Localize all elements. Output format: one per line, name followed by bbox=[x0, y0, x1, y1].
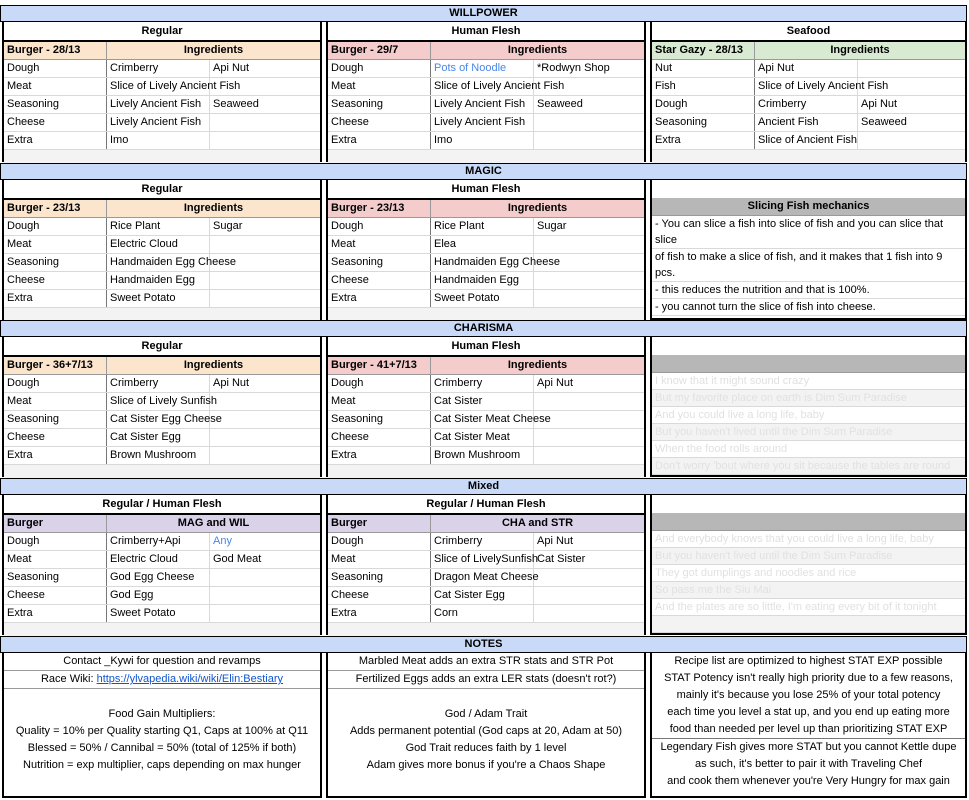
recipe-name: Burger bbox=[328, 515, 431, 532]
panel-title: Regular bbox=[4, 337, 320, 357]
lyric-line: I know that it might sound crazy bbox=[652, 373, 965, 390]
strategy-paragraph-2 bbox=[652, 739, 965, 790]
panel-title: Human Flesh bbox=[328, 180, 644, 200]
recipe-header bbox=[4, 515, 320, 533]
cell: Seasoning bbox=[328, 254, 431, 271]
panel-title-spacer bbox=[652, 337, 965, 355]
table-row bbox=[4, 605, 320, 623]
cell: Api Nut bbox=[537, 377, 574, 389]
cell: Nut bbox=[652, 60, 755, 77]
cell: Electric Cloud bbox=[107, 236, 210, 253]
table-row bbox=[652, 114, 965, 132]
recipe-header bbox=[328, 515, 644, 533]
table-row bbox=[328, 236, 644, 254]
panel-title: Regular bbox=[4, 180, 320, 200]
table-row bbox=[328, 132, 644, 150]
cell bbox=[210, 587, 320, 604]
section-charisma: CHARISMA bbox=[0, 320, 967, 337]
panel-title: Regular / Human Flesh bbox=[328, 495, 644, 515]
cell: Brown Mushroom bbox=[107, 447, 210, 464]
cell bbox=[210, 78, 320, 95]
cell: Slice of Lively Ancient Fish bbox=[431, 78, 534, 95]
cell: Slice of Lively Ancient Fish bbox=[107, 78, 210, 95]
table-row bbox=[328, 60, 644, 78]
cell: Cat Sister Egg bbox=[107, 429, 210, 446]
strategy-line: mainly it's because you lose 25% of your total potency bbox=[676, 689, 941, 701]
cell bbox=[534, 254, 644, 271]
cell: Cat Sister Meat bbox=[431, 429, 534, 446]
cell: Rice Plant bbox=[107, 218, 210, 235]
ingredients-label: Ingredients bbox=[183, 202, 244, 214]
lyric-line: But my favorite place on earth is Dim Sum Paradise bbox=[652, 390, 965, 407]
cell: Meat bbox=[4, 393, 107, 410]
panel-title: Human Flesh bbox=[328, 337, 644, 357]
multiplier-line: Quality = 10% per Quality starting Q1, Caps at 100% at Q11 bbox=[15, 725, 309, 737]
lyric-line: They got dumplings and noodles and rice bbox=[652, 565, 965, 582]
cell: Dough bbox=[328, 60, 431, 77]
cell: Cat Sister Egg Cheese bbox=[107, 411, 210, 428]
willpower-seafood-panel bbox=[650, 22, 967, 162]
cell bbox=[858, 78, 965, 95]
cell bbox=[210, 447, 320, 464]
lyric-line: When the food rolls around bbox=[652, 441, 965, 458]
table-row bbox=[328, 218, 644, 236]
section-mixed: Mixed bbox=[0, 478, 967, 495]
magic-regular-panel bbox=[2, 180, 322, 320]
table-row bbox=[328, 254, 644, 272]
cell: Meat bbox=[328, 393, 431, 410]
strategy-paragraph-1 bbox=[652, 653, 965, 739]
cell bbox=[210, 290, 320, 307]
ingredients-label: Ingredients bbox=[507, 359, 568, 371]
table-row bbox=[652, 78, 965, 96]
table-row bbox=[652, 96, 965, 114]
charisma-lyrics-panel bbox=[650, 337, 967, 477]
cell bbox=[534, 132, 644, 149]
cell: Meat bbox=[328, 78, 431, 95]
cell: Dough bbox=[4, 218, 107, 235]
cell: Slice of Lively Ancient Fish bbox=[755, 78, 858, 95]
strategy-line: Legendary Fish gives more STAT but you cannot Kettle dupe bbox=[660, 741, 957, 753]
cell: Meat bbox=[4, 551, 107, 568]
cell bbox=[534, 114, 644, 131]
cell bbox=[534, 605, 644, 622]
table-row bbox=[328, 447, 644, 465]
table-row bbox=[4, 254, 320, 272]
table-row bbox=[328, 551, 644, 569]
table-row bbox=[4, 551, 320, 569]
table-row bbox=[328, 78, 644, 96]
cell bbox=[210, 254, 320, 271]
cell: Crimberry bbox=[107, 375, 210, 392]
cell: Dough bbox=[652, 96, 755, 113]
ingredients-label: Ingredients bbox=[183, 44, 244, 56]
trait-line: Adam gives more bonus if you're a Chaos Shape bbox=[366, 759, 606, 771]
table-row bbox=[4, 60, 320, 78]
cell: Cheese bbox=[4, 114, 107, 131]
cell: Api Nut bbox=[213, 377, 250, 389]
multipliers-title: Food Gain Multipliers: bbox=[108, 708, 216, 720]
cell: Crimberry bbox=[431, 375, 534, 392]
ingredients-label: Ingredients bbox=[507, 202, 568, 214]
cell: God Meat bbox=[213, 553, 262, 565]
table-row bbox=[4, 447, 320, 465]
ingredients-label: MAG and WIL bbox=[177, 517, 250, 529]
cell: Lively Ancient Fish bbox=[431, 114, 534, 131]
cell: God Egg bbox=[107, 587, 210, 604]
cell: Sweet Potato bbox=[431, 290, 534, 307]
cell: Cat Sister Egg bbox=[431, 587, 534, 604]
recipe-name: Burger - 23/13 bbox=[328, 200, 431, 217]
cell: Meat bbox=[4, 78, 107, 95]
cell: Any bbox=[213, 535, 232, 547]
slicing-fish-mechanics-panel bbox=[650, 180, 967, 320]
willpower-human-panel bbox=[326, 22, 646, 162]
cell: Extra bbox=[328, 132, 431, 149]
recipe-name: Burger bbox=[4, 515, 107, 532]
cell bbox=[534, 78, 644, 95]
fertilized-eggs-note: Fertilized Eggs adds an extra LER stats (doesn't rot?) bbox=[328, 671, 644, 689]
cell: Elea bbox=[431, 236, 534, 253]
table-row bbox=[328, 114, 644, 132]
cell: Cheese bbox=[328, 587, 431, 604]
cell: Api Nut bbox=[537, 535, 574, 547]
cell: Slice of Lively Sunfish bbox=[107, 393, 210, 410]
cell: Cheese bbox=[328, 429, 431, 446]
cell: Seasoning bbox=[4, 411, 107, 428]
cell: Sweet Potato bbox=[107, 605, 210, 622]
cell: Dough bbox=[328, 533, 431, 550]
cell: *Rodwyn Shop bbox=[537, 62, 610, 74]
cell: Api Nut bbox=[213, 62, 250, 74]
recipe-header bbox=[328, 42, 644, 60]
cell: Handmaiden Egg Cheese bbox=[107, 254, 210, 271]
table-row bbox=[328, 429, 644, 447]
cell: Seasoning bbox=[4, 96, 107, 113]
cell bbox=[534, 236, 644, 253]
cell: Dough bbox=[4, 60, 107, 77]
lyric-line: And the plates are so little, I'm eating every bit of it tonight bbox=[652, 599, 965, 616]
mechanics-line: of fish to make a slice of fish, and it makes that 1 fish into 9 pcs. bbox=[652, 249, 965, 282]
table-row bbox=[4, 78, 320, 96]
ingredients-label: Ingredients bbox=[183, 359, 244, 371]
cell: Extra bbox=[4, 447, 107, 464]
cell bbox=[210, 429, 320, 446]
table-row bbox=[4, 272, 320, 290]
trait-line: God Trait reduces faith by 1 level bbox=[405, 742, 567, 754]
cell: Crimberry bbox=[755, 96, 858, 113]
cell: Extra bbox=[328, 605, 431, 622]
table-row bbox=[328, 393, 644, 411]
mechanics-line: - You can slice a fish into slice of fish and you can slice that slice bbox=[652, 216, 965, 249]
cell bbox=[210, 605, 320, 622]
notes-contact-panel bbox=[2, 653, 322, 798]
cell: Cheese bbox=[4, 587, 107, 604]
cell bbox=[534, 411, 644, 428]
cell: Lively Ancient Fish bbox=[431, 96, 534, 113]
table-row bbox=[4, 290, 320, 308]
cell: Sugar bbox=[213, 220, 243, 232]
cell: Slice of LivelySunfish bbox=[431, 551, 534, 568]
cell: Extra bbox=[328, 447, 431, 464]
lyrics-header bbox=[652, 513, 965, 531]
cell: Seaweed bbox=[861, 116, 907, 128]
cell: Brown Mushroom bbox=[431, 447, 534, 464]
cell: Extra bbox=[328, 290, 431, 307]
race-wiki-link[interactable]: https://ylvapedia.wiki/wiki/Elin:Bestiary bbox=[96, 673, 284, 685]
table-row bbox=[4, 114, 320, 132]
mixed-left-panel bbox=[2, 495, 322, 635]
table-row bbox=[328, 290, 644, 308]
cell: Crimberry bbox=[107, 60, 210, 77]
cell bbox=[534, 290, 644, 307]
cell: Api Nut bbox=[755, 60, 858, 77]
panel-title-spacer bbox=[652, 495, 965, 513]
cell bbox=[210, 132, 320, 149]
strategy-line: STAT Potency isn't really high priority due to a few reasons, bbox=[664, 672, 953, 684]
recipe-name: Burger - 36+7/13 bbox=[4, 357, 107, 374]
recipe-name: Burger - 29/7 bbox=[328, 42, 431, 59]
cell: Pots of Noodle bbox=[431, 60, 534, 77]
cell: Handmaiden Egg Cheese bbox=[431, 254, 534, 271]
cell: Cat Sister bbox=[431, 393, 534, 410]
mechanics-line: - you cannot turn the slice of fish into cheese. bbox=[652, 299, 965, 316]
table-row bbox=[328, 375, 644, 393]
table-row bbox=[652, 132, 965, 150]
lyric-line: Don't worry 'bout where you sit because the tables are round bbox=[652, 458, 965, 475]
cell: Dough bbox=[4, 533, 107, 550]
willpower-regular-panel bbox=[2, 22, 322, 162]
table-row bbox=[4, 132, 320, 150]
cell bbox=[210, 569, 320, 586]
cell: Fish bbox=[652, 78, 755, 95]
table-row bbox=[328, 411, 644, 429]
cell bbox=[858, 60, 965, 77]
cell: Handmaiden Egg bbox=[107, 272, 210, 289]
section-notes: NOTES bbox=[0, 636, 967, 653]
lyric-line: And everybody knows that you could live a long life, baby bbox=[652, 531, 965, 548]
cell: Cat Sister Meat Cheese bbox=[431, 411, 534, 428]
notes-strategy-panel bbox=[650, 653, 967, 798]
table-row bbox=[328, 272, 644, 290]
lyric-line: But you haven't lived until the Dim Sum Paradise bbox=[652, 424, 965, 441]
table-row bbox=[328, 533, 644, 551]
recipe-name: Star Gazy - 28/13 bbox=[652, 42, 755, 59]
panel-title: Regular / Human Flesh bbox=[4, 495, 320, 515]
cell bbox=[210, 393, 320, 410]
cell: Rice Plant bbox=[431, 218, 534, 235]
contact-note: Contact _Kywi for question and revamps bbox=[4, 653, 320, 671]
table-row bbox=[4, 411, 320, 429]
cell: Handmaiden Egg bbox=[431, 272, 534, 289]
mixed-lyrics-panel bbox=[650, 495, 967, 635]
panel-title: Seafood bbox=[652, 22, 965, 42]
cell: God Egg Cheese bbox=[107, 569, 210, 586]
cell: Extra bbox=[4, 290, 107, 307]
table-row bbox=[328, 587, 644, 605]
cell: Cat Sister bbox=[537, 553, 586, 565]
table-row bbox=[328, 605, 644, 623]
table-row bbox=[4, 587, 320, 605]
table-row bbox=[4, 375, 320, 393]
cell: Seasoning bbox=[328, 96, 431, 113]
cell bbox=[210, 114, 320, 131]
table-row bbox=[4, 569, 320, 587]
cell: Imo bbox=[431, 132, 534, 149]
table-row bbox=[328, 96, 644, 114]
cell: Seaweed bbox=[537, 98, 583, 110]
cell: Cheese bbox=[328, 114, 431, 131]
cell: Meat bbox=[4, 236, 107, 253]
cell bbox=[210, 272, 320, 289]
recipe-header bbox=[4, 200, 320, 218]
cell: Extra bbox=[652, 132, 755, 149]
table-row bbox=[4, 236, 320, 254]
mixed-right-panel bbox=[326, 495, 646, 635]
cell: Seasoning bbox=[4, 254, 107, 271]
cell: Seasoning bbox=[328, 569, 431, 586]
cell bbox=[534, 272, 644, 289]
cell: Api Nut bbox=[861, 98, 898, 110]
race-wiki-label: Race Wiki: bbox=[40, 673, 94, 685]
cell: Imo bbox=[107, 132, 210, 149]
cell: Meat bbox=[328, 551, 431, 568]
cell bbox=[534, 429, 644, 446]
table-row bbox=[4, 533, 320, 551]
cell: Seaweed bbox=[213, 98, 259, 110]
section-willpower: WILLPOWER bbox=[0, 5, 967, 22]
lyric-line: So pass me the Siu Mai bbox=[652, 582, 965, 599]
cell: Dough bbox=[328, 375, 431, 392]
strategy-line: as such, it's better to pair it with Traveling Chef bbox=[694, 758, 923, 770]
recipe-header bbox=[652, 42, 965, 60]
strategy-line: and cook them whenever you're Very Hungry for max gain bbox=[667, 775, 950, 787]
cell: Dough bbox=[4, 375, 107, 392]
cell: Ancient Fish bbox=[755, 114, 858, 131]
ingredients-label: Ingredients bbox=[507, 44, 568, 56]
strategy-line: food than needed per level up than prioritizing STAT EXP bbox=[669, 723, 948, 735]
blank-line bbox=[328, 689, 644, 706]
lyrics-header bbox=[652, 355, 965, 373]
cell: Extra bbox=[4, 605, 107, 622]
table-row bbox=[4, 429, 320, 447]
panel-title: Regular bbox=[4, 22, 320, 42]
cell: Dough bbox=[328, 218, 431, 235]
trait-title: God / Adam Trait bbox=[444, 708, 528, 720]
mechanics-header bbox=[652, 198, 965, 216]
cell: Sweet Potato bbox=[107, 290, 210, 307]
ingredients-label: CHA and STR bbox=[501, 517, 574, 529]
panel-title-spacer bbox=[652, 180, 965, 198]
cell: Extra bbox=[4, 132, 107, 149]
section-magic: MAGIC bbox=[0, 163, 967, 180]
charisma-human-panel bbox=[326, 337, 646, 477]
lyric-line: But you haven't lived until the Dim Sum Paradise bbox=[652, 548, 965, 565]
recipe-header bbox=[4, 42, 320, 60]
recipe-name: Burger - 28/13 bbox=[4, 42, 107, 59]
magic-human-panel bbox=[326, 180, 646, 320]
recipe-header bbox=[4, 357, 320, 375]
cell: Cheese bbox=[4, 429, 107, 446]
cell: Lively Ancient Fish bbox=[107, 114, 210, 131]
cell bbox=[534, 587, 644, 604]
charisma-regular-panel bbox=[2, 337, 322, 477]
lyric-empty bbox=[652, 616, 965, 633]
cell: Meat bbox=[328, 236, 431, 253]
mechanics-line: - this reduces the nutrition and that is 100%. bbox=[652, 282, 965, 299]
cell bbox=[534, 447, 644, 464]
blank-line bbox=[4, 689, 320, 706]
cell bbox=[210, 236, 320, 253]
lyric-line: And you could live a long life, baby bbox=[652, 407, 965, 424]
trait-line: Adds permanent potential (God caps at 20, Adam at 50) bbox=[349, 725, 623, 737]
mechanics-title: Slicing Fish mechanics bbox=[747, 200, 870, 212]
race-wiki-row bbox=[4, 671, 320, 689]
cell bbox=[858, 132, 965, 149]
cell: Lively Ancient Fish bbox=[107, 96, 210, 113]
table-row bbox=[328, 569, 644, 587]
multiplier-line: Blessed = 50% / Cannibal = 50% (total of 125% if both) bbox=[27, 742, 297, 754]
cell: Electric Cloud bbox=[107, 551, 210, 568]
table-row bbox=[652, 60, 965, 78]
cell: Crimberry+Api bbox=[107, 533, 210, 550]
table-row bbox=[4, 96, 320, 114]
cell: Sugar bbox=[537, 220, 567, 232]
panel-title: Human Flesh bbox=[328, 22, 644, 42]
ingredients-label: Ingredients bbox=[830, 44, 890, 56]
notes-stats-panel bbox=[326, 653, 646, 798]
cell bbox=[534, 569, 644, 586]
cell: Cheese bbox=[4, 272, 107, 289]
cell: Cheese bbox=[328, 272, 431, 289]
multiplier-line: Nutrition = exp multiplier, caps depending on max hunger bbox=[23, 759, 301, 771]
cell bbox=[210, 411, 320, 428]
recipe-header bbox=[328, 357, 644, 375]
strategy-line: Recipe list are optimized to highest STAT EXP possible bbox=[674, 655, 943, 667]
cell: Seasoning bbox=[4, 569, 107, 586]
cell: Seasoning bbox=[652, 114, 755, 131]
strategy-line: each time you level a stat up, and you end up eating more bbox=[667, 706, 950, 718]
recipe-name: Burger - 41+7/13 bbox=[328, 357, 431, 374]
recipe-name: Burger - 23/13 bbox=[4, 200, 107, 217]
cell bbox=[534, 393, 644, 410]
cell: Corn bbox=[431, 605, 534, 622]
table-row bbox=[4, 393, 320, 411]
cell: Dragon Meat Cheese bbox=[431, 569, 534, 586]
cell: Seasoning bbox=[328, 411, 431, 428]
table-row bbox=[4, 218, 320, 236]
recipe-header bbox=[328, 200, 644, 218]
cell: Crimberry bbox=[431, 533, 534, 550]
cell: Slice of Ancient Fish bbox=[755, 132, 858, 149]
marbled-meat-note: Marbled Meat adds an extra STR stats and STR Pot bbox=[328, 653, 644, 671]
